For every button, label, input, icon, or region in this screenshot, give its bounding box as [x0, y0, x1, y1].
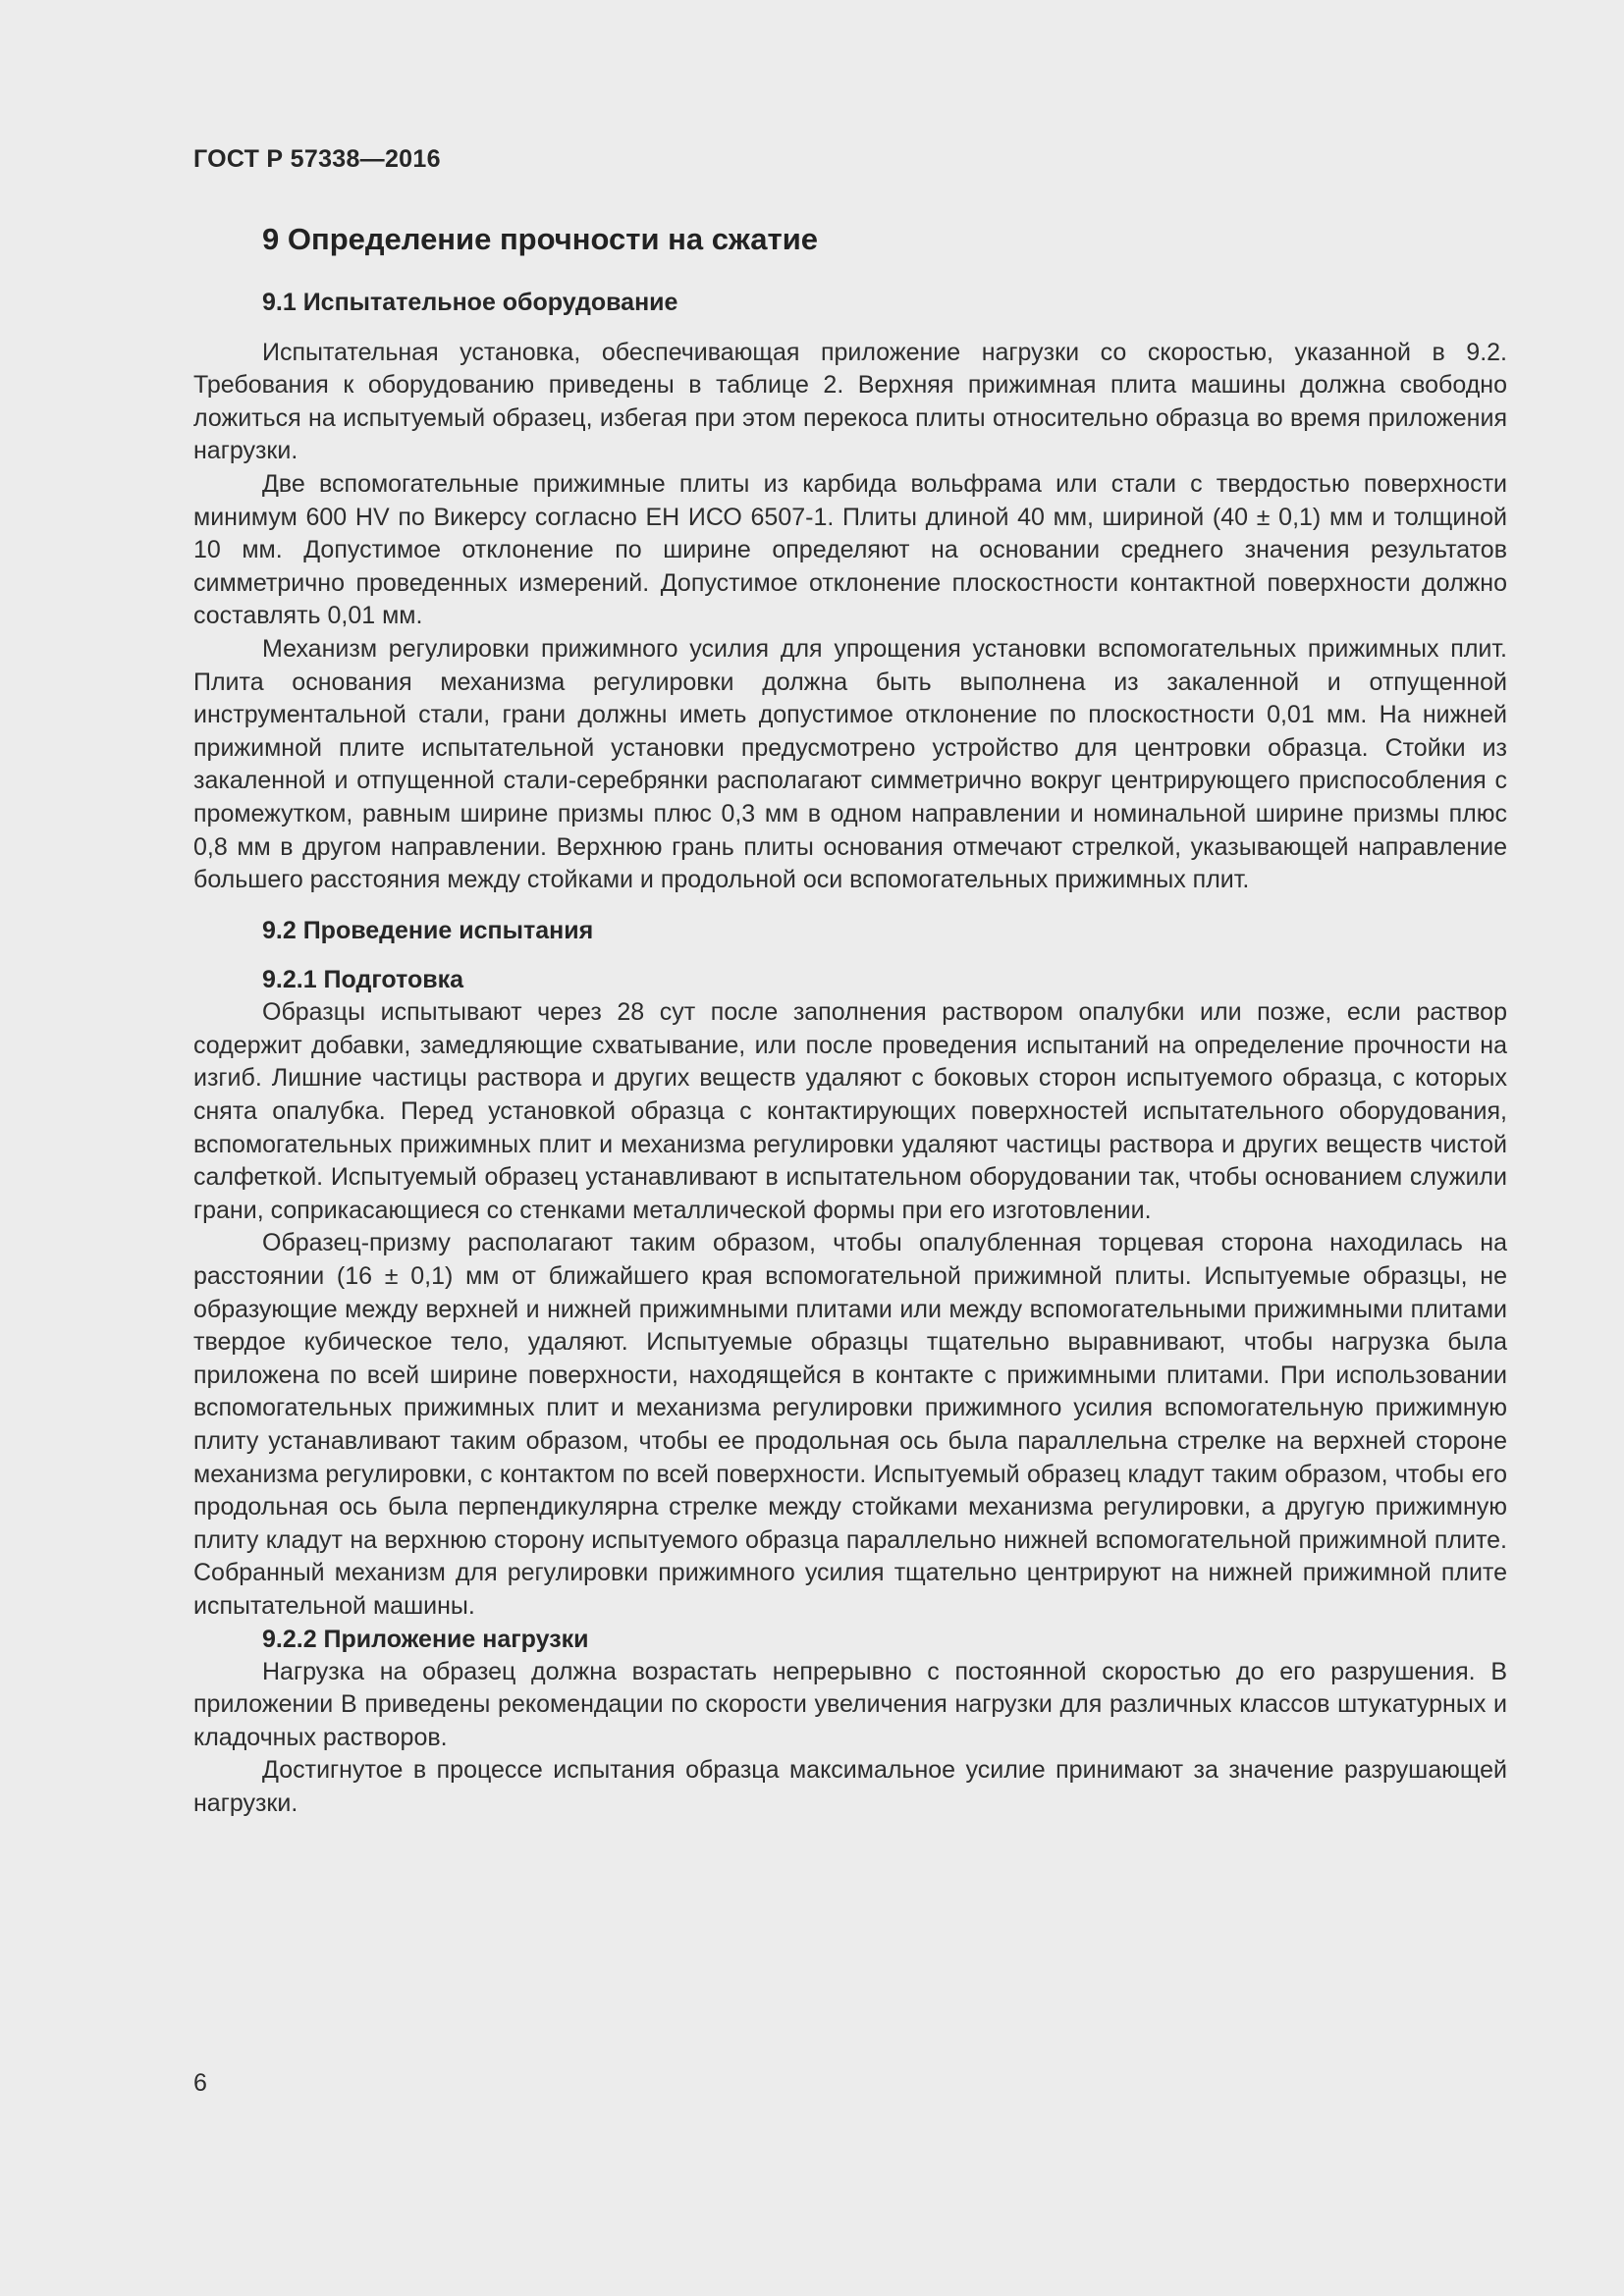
page-number: 6	[193, 2069, 207, 2097]
paragraph: Две вспомогательные прижимные плиты из карбида вольфрама или стали с твердостью поверхности минимум 600 HV по Викерсу согласно ЕН ИСО 6507-1. Плиты длиной 40 мм, шириной (40 ± 0,1) мм и толщиной 10 мм. Допустимое отклонение по ширине определяют на основании среднего значения результатов симметрично проведенных измерений. Допустимое отклонение плоскостности контактной поверхности должно составлять 0,01 мм.	[193, 470, 1507, 630]
paragraph: Механизм регулировки прижимного усилия для упрощения установки вспомогательных прижимных плит. Плита основания механизма регулировки должна быть выполнена из закаленной и отпущенной инструментальной стали, грани должны иметь допустимое отклонение по плоскостности 0,01 мм. На нижней прижимной плите испытательной установки предусмотрено устройство для центровки образца. Стойки из закаленной и отпущенной стали-серебрянки располагают симметрично вокруг центрирующего приспособления с промежутком, равным ширине призмы плюс 0,3 мм в одном направлении и номинальной ширине призмы плюс 0,8 мм в другом направлении. Верхнюю грань плиты основания отмечают стрелкой, указывающей направление большего расстояния между стойками и продольной оси вспомогательных прижимных плит.	[193, 635, 1507, 894]
paragraph: Испытательная установка, обеспечивающая приложение нагрузки со скоростью, указанной в 9.2. Требования к оборудованию приведены в таблице 2. Верхняя прижимная плита машины должна свободно ложиться на испытуемый образец, избегая при этом перекоса плиты относительно образца во время приложения нагрузки.	[193, 338, 1507, 465]
section-9-title: 9 Определение прочности на сжатие	[262, 222, 819, 256]
section-9-2-2-title: 9.2.2 Приложение нагрузки	[262, 1625, 589, 1653]
document-content	[193, 221, 1507, 1821]
paragraph: Образцы испытывают через 28 сут после заполнения раствором опалубки или позже, если раствор содержит добавки, замедляющие схватывание, или после проведения испытаний на определение прочности на изгиб. Лишние частицы раствора и других веществ удаляют с боковых сторон испытуемого образца, с которых снята опалубка. Перед установкой образца с контактирующих поверхностей испытательного оборудования, вспомогательных прижимных плит и механизма регулировки удаляют частицы раствора и других веществ чистой салфеткой. Испытуемый образец устанавливают в испытательном оборудовании так, чтобы основанием служили грани, соприкасающиеся со стенками металлической формы при его изготовлении.	[193, 998, 1507, 1224]
standard-header: ГОСТ Р 57338—2016	[193, 145, 441, 173]
paragraph: Достигнутое в процессе испытания образца максимальное усилие принимают за значение разрушающей нагрузки.	[193, 1756, 1507, 1817]
section-9-2-1-title: 9.2.1 Подготовка	[262, 966, 464, 994]
section-9-2-title: 9.2 Проведение испытания	[262, 916, 594, 944]
section-9-1-title: 9.1 Испытательное оборудование	[262, 289, 678, 317]
paragraph: Образец-призму располагают таким образом, чтобы опалубленная торцевая сторона находилась на расстоянии (16 ± 0,1) мм от ближайшего края вспомогательной прижимной плиты. Испытуемые образцы, не образующие между верхней и нижней прижимными плитами или между вспомогательными прижимными плитами твердое кубическое тело, удаляют. Испытуемые образцы тщательно выравнивают, чтобы нагрузка была приложена по всей ширине поверхности, находящейся в контакте с прижимными плитами. При использовании вспомогательных прижимных плит и механизма регулировки прижимного усилия вспомогательную прижимную плиту устанавливают таким образом, чтобы ее продольная ось была параллельна стрелке на верхней стороне механизма регулировки, с контактом по всей поверхности. Испытуемый образец кладут таким образом, чтобы его продольная ось была перпендикулярна стрелке между стойками механизма регулировки, а другую прижимную плиту кладут на верхнюю сторону испытуемого образца параллельно нижней вспомогательной прижимной плите. Собранный механизм для регулировки прижимного усилия тщательно центрируют на нижней прижимной плите испытательной машины.	[193, 1229, 1507, 1620]
paragraph: Нагрузка на образец должна возрастать непрерывно с постоянной скоростью до его разрушения. В приложении В приведены рекомендации по скорости увеличения нагрузки для различных классов штукатурных и кладочных растворов.	[193, 1657, 1507, 1751]
